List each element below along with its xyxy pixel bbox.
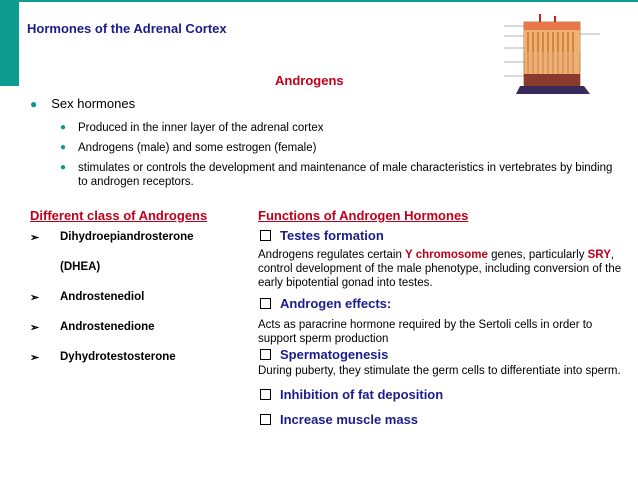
- bullet-dot-icon: ●: [60, 142, 67, 153]
- class-item: [30, 291, 260, 307]
- class-item-text: Dyhydrotestosterone: [60, 351, 176, 363]
- class-item: [30, 261, 260, 277]
- main-bullet: [30, 96, 135, 111]
- classes-heading: Different class of Androgens: [30, 208, 208, 223]
- arrow-bullet-icon: ➢: [30, 232, 40, 244]
- function-text-part: , control development of the male phenotype, including conversion of the early bipotential gonad into testes.: [258, 249, 622, 289]
- function-heading-text: Inhibition of fat deposition: [280, 387, 444, 402]
- top-rule: [19, 0, 638, 2]
- highlight-y-chromosome: Y chromosome: [405, 249, 488, 261]
- androgen-classes: [30, 208, 260, 367]
- section-heading: Androgens: [275, 73, 344, 88]
- sub-bullet-list: [60, 121, 620, 195]
- class-item-text: Androstenedione: [60, 321, 155, 333]
- square-bullet-icon: [260, 389, 271, 400]
- class-item: [30, 231, 260, 247]
- function-heading: [258, 296, 628, 311]
- sub-bullet: [60, 121, 620, 135]
- main-bullet-text: Sex hormones: [51, 96, 136, 111]
- bullet-dot-icon: ●: [60, 122, 67, 133]
- function-heading: [258, 412, 628, 427]
- class-item: [30, 321, 260, 337]
- function-heading-text: Spermatogenesis: [280, 347, 389, 362]
- function-text: Acts as paracrine hormone required by the Sertoli cells in order to support sperm production: [258, 319, 593, 345]
- sub-bullet: [60, 141, 620, 155]
- sub-bullet-text: Produced in the inner layer of the adrenal cortex: [78, 122, 324, 134]
- function-fat: [258, 387, 628, 402]
- function-heading: [258, 347, 628, 362]
- arrow-bullet-icon: ➢: [30, 292, 40, 304]
- function-text-part: genes, particularly: [487, 249, 588, 261]
- function-text: During puberty, they stimulate the germ cells to differentiate into sperm.: [258, 365, 621, 377]
- slide-title: Hormones of the Adrenal Cortex: [27, 21, 227, 36]
- function-text: [258, 248, 628, 290]
- bullet-dot-icon: ●: [60, 162, 67, 173]
- function-testes: [258, 228, 628, 290]
- function-heading-text: Androgen effects:: [280, 296, 392, 311]
- sub-bullet: [60, 161, 620, 189]
- adrenal-cortex-illustration: [500, 14, 604, 98]
- function-heading: [258, 387, 628, 402]
- sub-bullet-text: Androgens (male) and some estrogen (female): [78, 142, 317, 154]
- androgen-functions: [258, 208, 628, 427]
- functions-heading: Functions of Androgen Hormones: [258, 208, 469, 223]
- sub-bullet-text: stimulates or controls the development and maintenance of male characteristics in vertebrates by binding to androgen receptors.: [78, 162, 613, 188]
- square-bullet-icon: [260, 349, 271, 360]
- class-item-text: Dihydroepiandrosterone: [60, 231, 194, 243]
- function-spermatogenesis: [258, 347, 628, 378]
- arrow-bullet-icon: ➢: [30, 322, 40, 334]
- square-bullet-icon: [260, 230, 271, 241]
- square-bullet-icon: [260, 298, 271, 309]
- function-heading: [258, 228, 628, 243]
- function-heading-text: Increase muscle mass: [280, 412, 419, 427]
- highlight-sry: SRY: [587, 249, 611, 261]
- bullet-dot-icon: ●: [30, 97, 38, 111]
- square-bullet-icon: [260, 414, 271, 425]
- function-effects: [258, 296, 628, 346]
- function-text-part: Androgens regulates certain: [258, 249, 406, 261]
- accent-bar: [0, 0, 19, 86]
- class-list: [30, 231, 260, 367]
- class-item: [30, 351, 260, 367]
- class-item-text: Androstenediol: [60, 291, 145, 303]
- function-muscle: [258, 412, 628, 427]
- arrow-bullet-icon: ➢: [30, 352, 40, 364]
- class-item-text: (DHEA): [60, 261, 101, 273]
- function-heading-text: Testes formation: [280, 228, 384, 243]
